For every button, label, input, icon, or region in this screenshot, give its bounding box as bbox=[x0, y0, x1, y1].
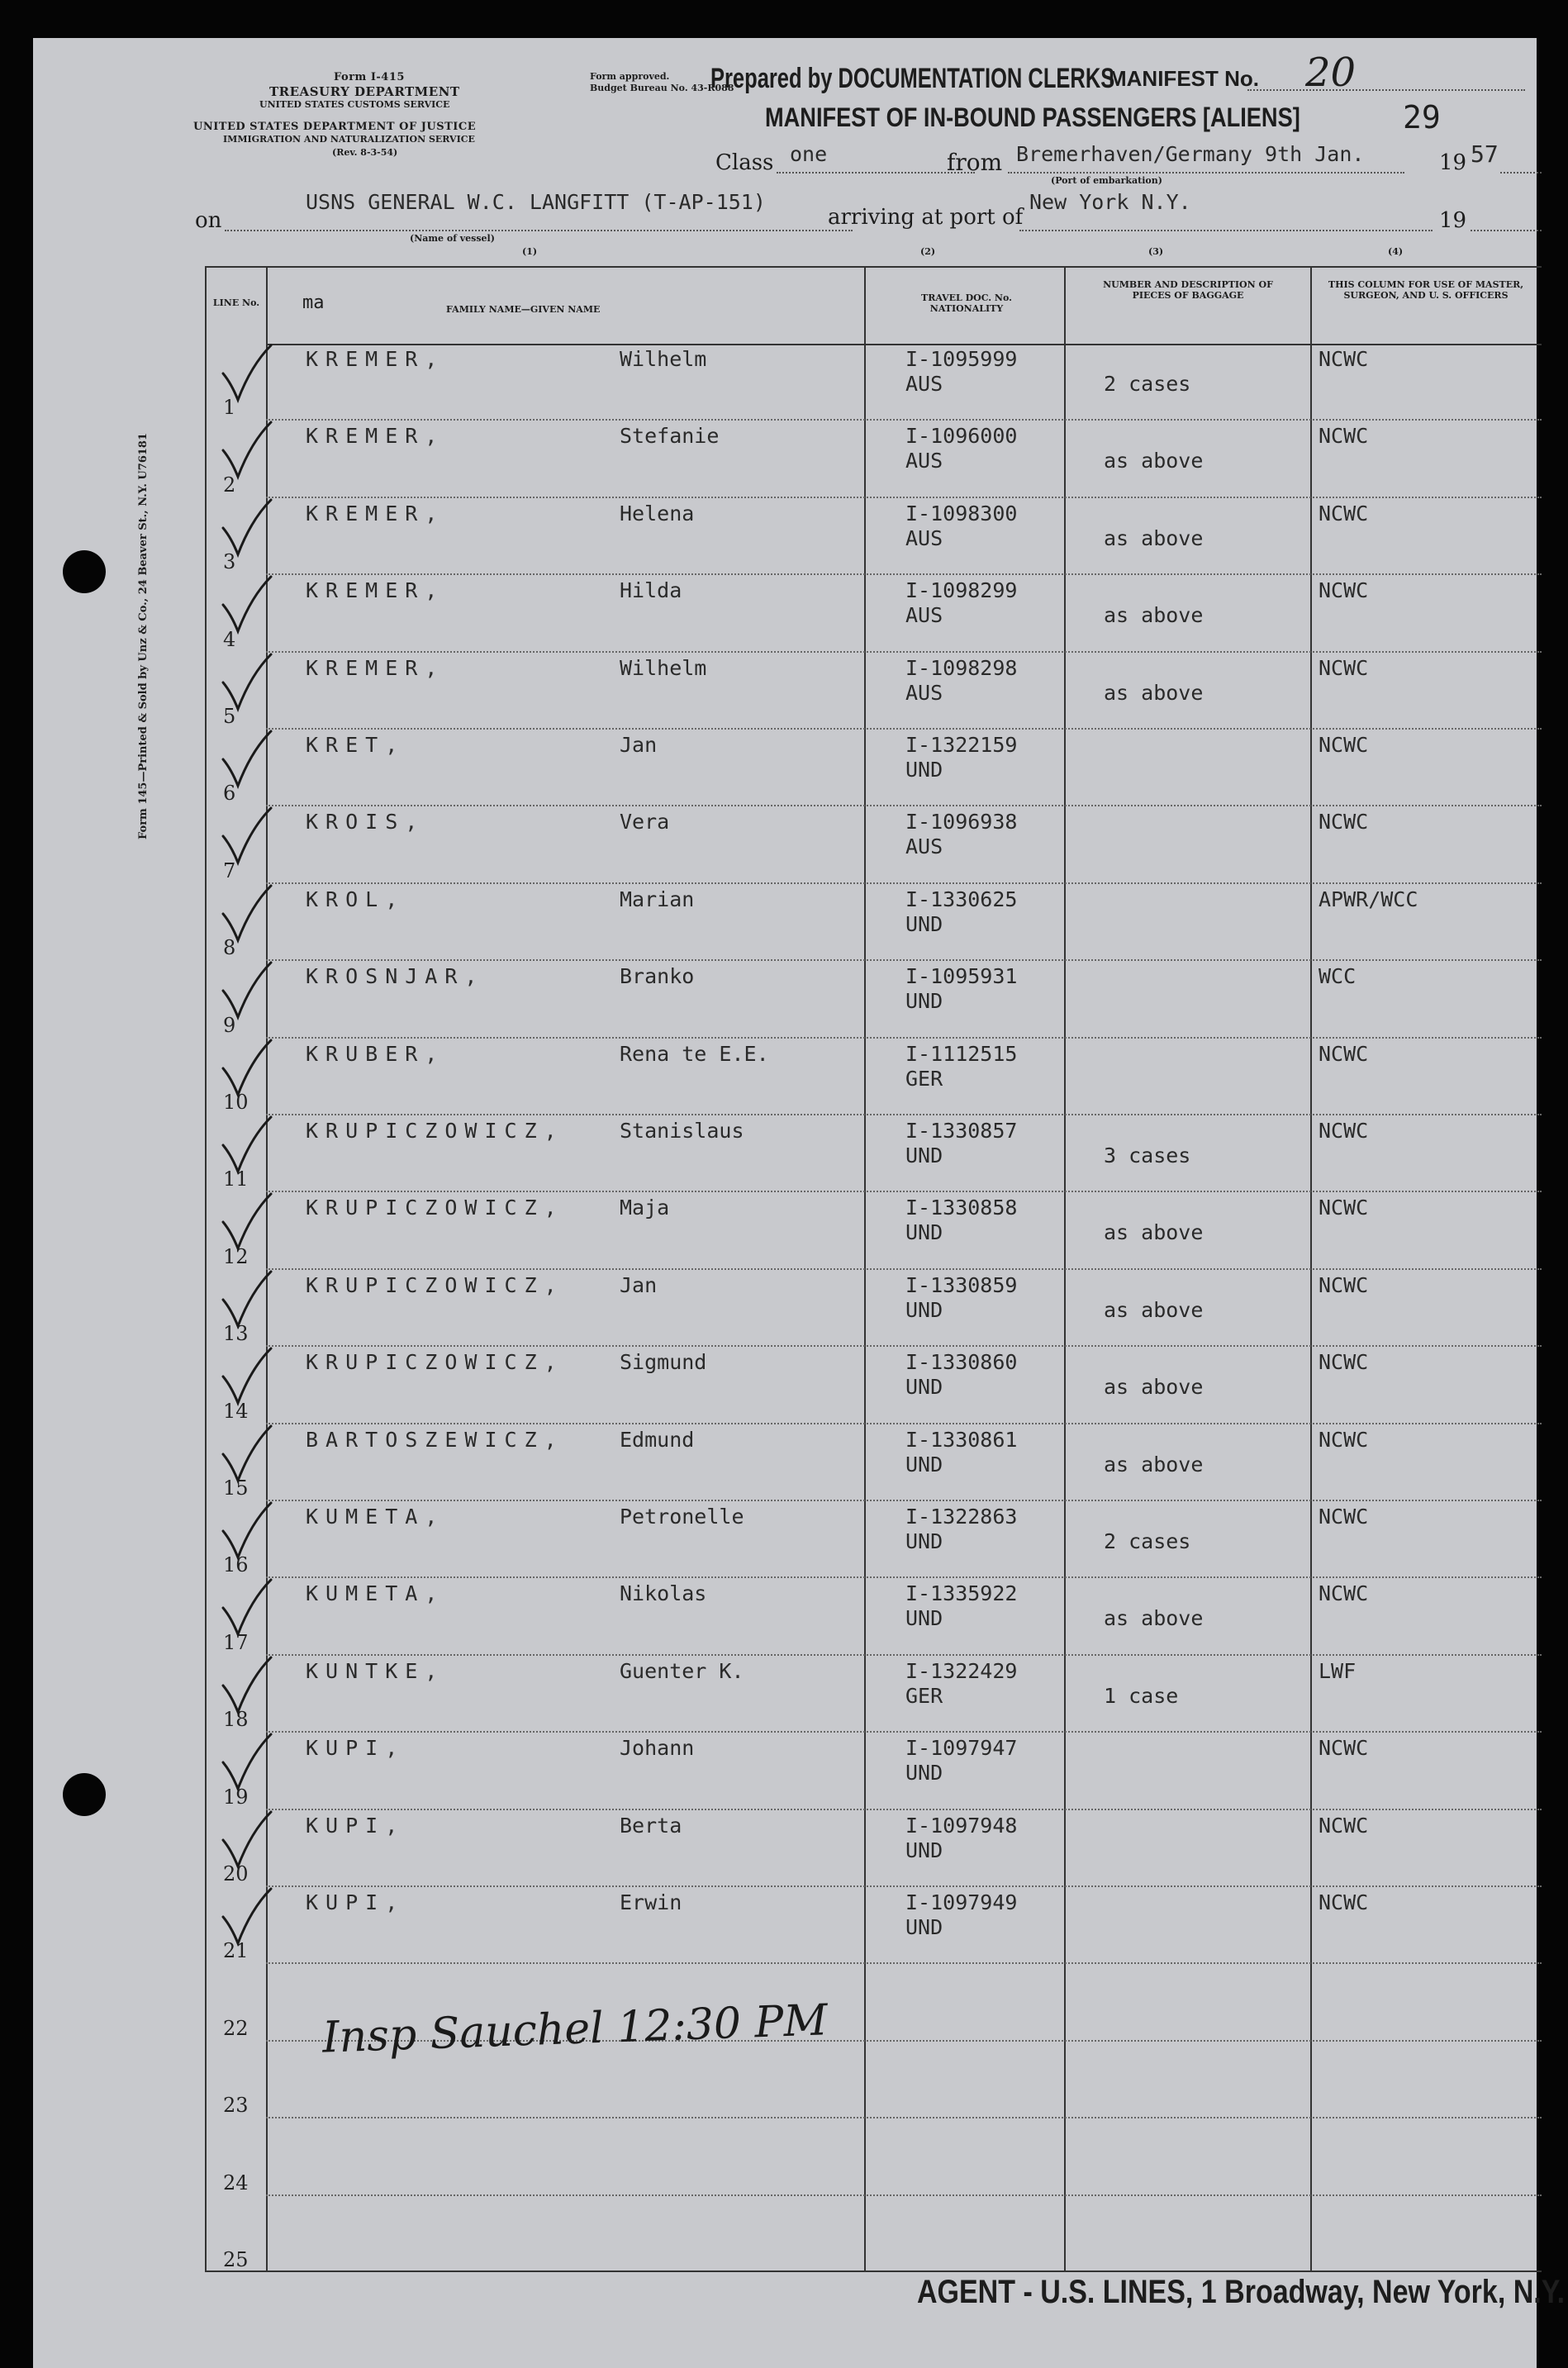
manifest-no-label: MANIFEST No. bbox=[1109, 66, 1259, 91]
treasury-department: TREASURY DEPARTMENT bbox=[269, 84, 460, 99]
table-row bbox=[207, 1424, 1542, 1501]
checkmark-icon bbox=[218, 649, 284, 724]
line-number: 15 bbox=[223, 1476, 249, 1500]
officer-note: NCWC bbox=[1319, 501, 1369, 525]
baggage: as above bbox=[1104, 449, 1204, 473]
officer-note: NCWC bbox=[1319, 1272, 1369, 1297]
officer-note: NCWC bbox=[1319, 1813, 1369, 1838]
given-name: Johann bbox=[620, 1736, 695, 1761]
baggage: 3 cases bbox=[1104, 1144, 1191, 1167]
family-name: KREMER, bbox=[306, 655, 445, 680]
officer-note: NCWC bbox=[1319, 1890, 1369, 1914]
officer-note: LWF bbox=[1319, 1658, 1357, 1683]
nationality: UND bbox=[905, 1452, 943, 1476]
given-name: Helena bbox=[620, 501, 695, 525]
line-number: 3 bbox=[223, 550, 236, 574]
vessel-name: USNS GENERAL W.C. LANGFITT (T-AP-151) bbox=[306, 190, 766, 214]
given-name: Berta bbox=[620, 1813, 682, 1838]
printer-imprint: Form 145—Printed & Sold by Unz & Co., 24 Beaver St., N.Y. U76181 bbox=[137, 432, 150, 839]
family-name: KRUBER, bbox=[306, 1041, 445, 1066]
line-number: 17 bbox=[223, 1630, 249, 1654]
baggage: as above bbox=[1104, 1375, 1204, 1400]
inspector-note: Insp Sauchel 12:30 PM bbox=[321, 1995, 829, 2063]
travel-doc-number: I-1097949 bbox=[905, 1890, 1018, 1914]
family-name: KRUPICZOWICZ, bbox=[306, 1119, 564, 1143]
baggage: as above bbox=[1104, 603, 1204, 628]
col-header-line: LINE No. bbox=[212, 297, 260, 308]
family-name: KRUPICZOWICZ, bbox=[306, 1350, 564, 1375]
page-number: 29 bbox=[1403, 99, 1441, 136]
nationality: UND bbox=[905, 1297, 943, 1322]
col3-number: (3) bbox=[1148, 246, 1164, 257]
table-row bbox=[207, 344, 1542, 421]
family-name: KREMER, bbox=[306, 501, 445, 525]
nationality: AUS bbox=[905, 603, 943, 628]
line-number: 5 bbox=[223, 704, 236, 728]
line-number: 6 bbox=[223, 782, 236, 806]
travel-doc-number: I-1330858 bbox=[905, 1196, 1018, 1220]
line-number: 7 bbox=[223, 858, 236, 882]
checkmark-icon bbox=[218, 495, 284, 569]
given-name: Edmund bbox=[620, 1427, 695, 1452]
family-name: KROL, bbox=[306, 887, 406, 911]
checkmark-icon bbox=[218, 726, 284, 801]
table-row bbox=[207, 1039, 1542, 1115]
punch-hole-top bbox=[63, 550, 106, 593]
line-number: 20 bbox=[223, 1862, 249, 1885]
nationality: AUS bbox=[905, 372, 943, 396]
manifest-no-value: 20 bbox=[1305, 50, 1357, 96]
checkmark-icon bbox=[218, 958, 284, 1032]
table-row bbox=[207, 1501, 1542, 1578]
family-name: KREMER, bbox=[306, 578, 445, 603]
col4-number: (4) bbox=[1388, 246, 1404, 257]
baggage: 2 cases bbox=[1104, 372, 1191, 396]
table-row-empty bbox=[207, 2196, 1542, 2273]
table-row bbox=[207, 1270, 1542, 1347]
officer-note: APWR/WCC bbox=[1319, 887, 1418, 911]
checkmark-icon bbox=[218, 1189, 284, 1263]
family-name: KUMETA, bbox=[306, 1581, 445, 1606]
officer-note: NCWC bbox=[1319, 655, 1369, 680]
family-name: KUNTKE, bbox=[306, 1658, 445, 1683]
line-number: 19 bbox=[223, 1785, 249, 1809]
table-row bbox=[207, 575, 1542, 652]
table-row bbox=[207, 1810, 1542, 1887]
checkmark-icon bbox=[218, 572, 284, 646]
agent-footer: AGENT - U.S. LINES, 1 Broadway, New York, N.Y. bbox=[917, 2274, 1566, 2310]
nationality: UND bbox=[905, 1220, 943, 1245]
travel-doc-number: I-1335922 bbox=[905, 1581, 1018, 1606]
table-row bbox=[207, 884, 1542, 961]
travel-doc-number: I-1097948 bbox=[905, 1813, 1018, 1838]
passenger-table bbox=[205, 266, 1542, 2272]
baggage: as above bbox=[1104, 1220, 1204, 1245]
class-value: one bbox=[790, 142, 828, 166]
travel-doc-number: I-1322863 bbox=[905, 1505, 1018, 1529]
checkmark-icon bbox=[218, 1267, 284, 1341]
line-number: 14 bbox=[223, 1399, 249, 1423]
nationality: UND bbox=[905, 758, 943, 782]
officer-note: NCWC bbox=[1319, 1736, 1369, 1761]
family-name: KROIS, bbox=[306, 810, 425, 835]
travel-doc-number: I-1330859 bbox=[905, 1272, 1018, 1297]
nationality: AUS bbox=[905, 835, 943, 859]
officer-note: NCWC bbox=[1319, 347, 1369, 371]
col-header-baggage: NUMBER AND DESCRIPTION OF PIECES OF BAGGAGE bbox=[1103, 279, 1273, 301]
nationality: AUS bbox=[905, 525, 943, 550]
punch-hole-bottom bbox=[63, 1773, 106, 1816]
nationality: UND bbox=[905, 1838, 943, 1862]
given-name: Guenter K. bbox=[620, 1658, 744, 1683]
officer-note: NCWC bbox=[1319, 733, 1369, 757]
col-header-travel-doc: TRAVEL DOC. No. NATIONALITY bbox=[921, 292, 1012, 314]
officer-note: NCWC bbox=[1319, 578, 1369, 603]
checkmark-icon bbox=[218, 1652, 284, 1727]
line-number: 10 bbox=[223, 1090, 249, 1114]
travel-doc-number: I-1330860 bbox=[905, 1350, 1018, 1375]
col2-number: (2) bbox=[920, 246, 936, 257]
travel-doc-number: I-1322429 bbox=[905, 1658, 1018, 1683]
line-number: 11 bbox=[223, 1167, 249, 1191]
form-number: Form I-415 bbox=[334, 71, 405, 83]
table-row bbox=[207, 1578, 1542, 1655]
family-name: KRUPICZOWICZ, bbox=[306, 1196, 564, 1220]
nationality: GER bbox=[905, 1066, 943, 1091]
class-label: Class bbox=[715, 150, 774, 175]
given-name: Hilda bbox=[620, 578, 682, 603]
col-header-officers: THIS COLUMN FOR USE OF MASTER, SURGEON, AND U. S. OFFICERS bbox=[1328, 279, 1524, 301]
given-name: Branko bbox=[620, 964, 695, 989]
given-name: Marian bbox=[620, 887, 695, 911]
line-number: 23 bbox=[223, 2094, 249, 2118]
nationality: UND bbox=[905, 989, 943, 1014]
line-number: 22 bbox=[223, 2016, 249, 2040]
travel-doc-number: I-1095999 bbox=[905, 347, 1018, 371]
travel-doc-number: I-1098300 bbox=[905, 501, 1018, 525]
family-name: BARTOSZEWICZ, bbox=[306, 1427, 564, 1452]
travel-doc-number: I-1097947 bbox=[905, 1736, 1018, 1761]
col-header-prefix: ma bbox=[302, 292, 325, 313]
nationality: GER bbox=[905, 1683, 943, 1708]
officer-note: NCWC bbox=[1319, 1119, 1369, 1143]
checkmark-icon bbox=[218, 1729, 284, 1804]
baggage: as above bbox=[1104, 1606, 1204, 1631]
arrival-port: New York N.Y. bbox=[1029, 190, 1191, 214]
travel-doc-number: I-1112515 bbox=[905, 1041, 1018, 1066]
nationality: AUS bbox=[905, 449, 943, 473]
checkmark-icon bbox=[218, 1343, 284, 1418]
family-name: KUPI, bbox=[306, 1813, 406, 1838]
family-name: KROSNJAR, bbox=[306, 964, 485, 989]
line-number: 2 bbox=[223, 473, 236, 497]
line-number: 1 bbox=[223, 396, 236, 420]
travel-doc-number: I-1330861 bbox=[905, 1427, 1018, 1452]
travel-doc-number: I-1096938 bbox=[905, 810, 1018, 835]
checkmark-icon bbox=[218, 1807, 284, 1881]
checkmark-icon bbox=[218, 417, 284, 492]
family-name: KUMETA, bbox=[306, 1505, 445, 1529]
arriving-label: arriving at port of bbox=[828, 205, 1024, 230]
table-row bbox=[207, 1115, 1542, 1192]
officer-note: NCWC bbox=[1319, 1196, 1369, 1220]
nationality: UND bbox=[905, 1761, 943, 1786]
table-row bbox=[207, 806, 1542, 883]
nationality: UND bbox=[905, 1915, 943, 1939]
checkmark-icon bbox=[218, 340, 284, 415]
officer-note: NCWC bbox=[1319, 1581, 1369, 1606]
documentation-stamp: Prepared by DOCUMENTATION CLERKS bbox=[710, 63, 1115, 94]
line-number: 4 bbox=[223, 627, 236, 651]
year-prefix: 19 bbox=[1439, 150, 1467, 175]
line-number: 24 bbox=[223, 2171, 249, 2194]
department-of-justice: UNITED STATES DEPARTMENT OF JUSTICE bbox=[193, 121, 477, 133]
line-number: 13 bbox=[223, 1322, 249, 1346]
given-name: Jan bbox=[620, 733, 658, 757]
officer-note: NCWC bbox=[1319, 1427, 1369, 1452]
officer-note: NCWC bbox=[1319, 1041, 1369, 1066]
table-row-empty bbox=[207, 2118, 1542, 2195]
table-row bbox=[207, 1887, 1542, 1964]
family-name: KRET, bbox=[306, 733, 406, 757]
officer-note: NCWC bbox=[1319, 424, 1369, 449]
given-name: Jan bbox=[620, 1272, 658, 1297]
nationality: UND bbox=[905, 1144, 943, 1167]
given-name: Wilhelm bbox=[620, 655, 707, 680]
budget-bureau: Budget Bureau No. 43-R088 bbox=[590, 83, 734, 93]
checkmark-icon bbox=[218, 1112, 284, 1186]
family-name: KRUPICZOWICZ, bbox=[306, 1272, 564, 1297]
manifest-title: MANIFEST OF IN-BOUND PASSENGERS [ALIENS] bbox=[765, 102, 1300, 132]
given-name: Stanislaus bbox=[620, 1119, 744, 1143]
revision-date: (Rev. 8-3-54) bbox=[332, 147, 398, 158]
year-suffix: 57 bbox=[1471, 140, 1499, 168]
ins-label: IMMIGRATION AND NATURALIZATION SERVICE bbox=[223, 134, 475, 145]
travel-doc-number: I-1098298 bbox=[905, 655, 1018, 680]
nationality: UND bbox=[905, 1375, 943, 1400]
given-name: Sigmund bbox=[620, 1350, 707, 1375]
travel-doc-number: I-1330857 bbox=[905, 1119, 1018, 1143]
table-row bbox=[207, 1733, 1542, 1809]
col-header-name: FAMILY NAME—GIVEN NAME bbox=[446, 304, 601, 315]
travel-doc-number: I-1095931 bbox=[905, 964, 1018, 989]
baggage: as above bbox=[1104, 680, 1204, 705]
officer-note: NCWC bbox=[1319, 810, 1369, 835]
checkmark-icon bbox=[218, 1575, 284, 1649]
family-name: KUPI, bbox=[306, 1890, 406, 1914]
checkmark-icon bbox=[218, 1498, 284, 1572]
checkmark-icon bbox=[218, 881, 284, 955]
table-row bbox=[207, 1192, 1542, 1269]
line-number: 12 bbox=[223, 1244, 249, 1268]
family-name: KREMER, bbox=[306, 347, 445, 371]
nationality: AUS bbox=[905, 680, 943, 705]
baggage: 2 cases bbox=[1104, 1529, 1191, 1553]
manifest-sheet bbox=[33, 38, 1566, 2368]
table-row bbox=[207, 730, 1542, 806]
family-name: KUPI, bbox=[306, 1736, 406, 1761]
officer-note: WCC bbox=[1319, 964, 1357, 989]
nationality: UND bbox=[905, 1606, 943, 1631]
given-name: Erwin bbox=[620, 1890, 682, 1914]
line-number: 21 bbox=[223, 1939, 249, 1963]
checkmark-icon bbox=[218, 1884, 284, 1958]
nationality: UND bbox=[905, 1529, 943, 1553]
vessel-label: (Name of vessel) bbox=[410, 233, 495, 244]
line-number: 25 bbox=[223, 2247, 249, 2271]
given-name: Maja bbox=[620, 1196, 670, 1220]
line-number: 16 bbox=[223, 1553, 249, 1577]
from-label: from bbox=[947, 149, 1003, 176]
table-row bbox=[207, 961, 1542, 1038]
from-value: Bremerhaven/Germany 9th Jan. bbox=[1016, 142, 1365, 166]
travel-doc-number: I-1096000 bbox=[905, 424, 1018, 449]
family-name: KREMER, bbox=[306, 424, 445, 449]
table-row bbox=[207, 1347, 1542, 1424]
checkmark-icon bbox=[218, 1421, 284, 1495]
baggage: as above bbox=[1104, 525, 1204, 550]
travel-doc-number: I-1330625 bbox=[905, 887, 1018, 911]
col1-number: (1) bbox=[522, 246, 538, 257]
form-approved: Form approved. bbox=[590, 71, 670, 82]
line-number: 9 bbox=[223, 1013, 236, 1037]
baggage: 1 case bbox=[1104, 1683, 1179, 1708]
checkmark-icon bbox=[218, 803, 284, 877]
line-number: 18 bbox=[223, 1708, 249, 1732]
port-embark-label: (Port of embarkation) bbox=[1051, 175, 1162, 186]
year2-prefix: 19 bbox=[1439, 208, 1467, 233]
travel-doc-number: I-1322159 bbox=[905, 733, 1018, 757]
given-name: Nikolas bbox=[620, 1581, 707, 1606]
table-row bbox=[207, 421, 1542, 497]
table-row bbox=[207, 498, 1542, 575]
table-row bbox=[207, 1656, 1542, 1733]
given-name: Stefanie bbox=[620, 424, 720, 449]
baggage: as above bbox=[1104, 1297, 1204, 1322]
customs-service: UNITED STATES CUSTOMS SERVICE bbox=[259, 99, 450, 110]
officer-note: NCWC bbox=[1319, 1350, 1369, 1375]
given-name: Vera bbox=[620, 810, 670, 835]
line-number: 8 bbox=[223, 936, 236, 960]
officer-note: NCWC bbox=[1319, 1505, 1369, 1529]
table-row bbox=[207, 653, 1542, 730]
checkmark-icon bbox=[218, 1035, 284, 1110]
given-name: Petronelle bbox=[620, 1505, 744, 1529]
travel-doc-number: I-1098299 bbox=[905, 578, 1018, 603]
baggage: as above bbox=[1104, 1452, 1204, 1476]
on-label: on bbox=[195, 208, 222, 233]
nationality: UND bbox=[905, 911, 943, 936]
given-name: Rena te E.E. bbox=[620, 1041, 769, 1066]
given-name: Wilhelm bbox=[620, 347, 707, 371]
